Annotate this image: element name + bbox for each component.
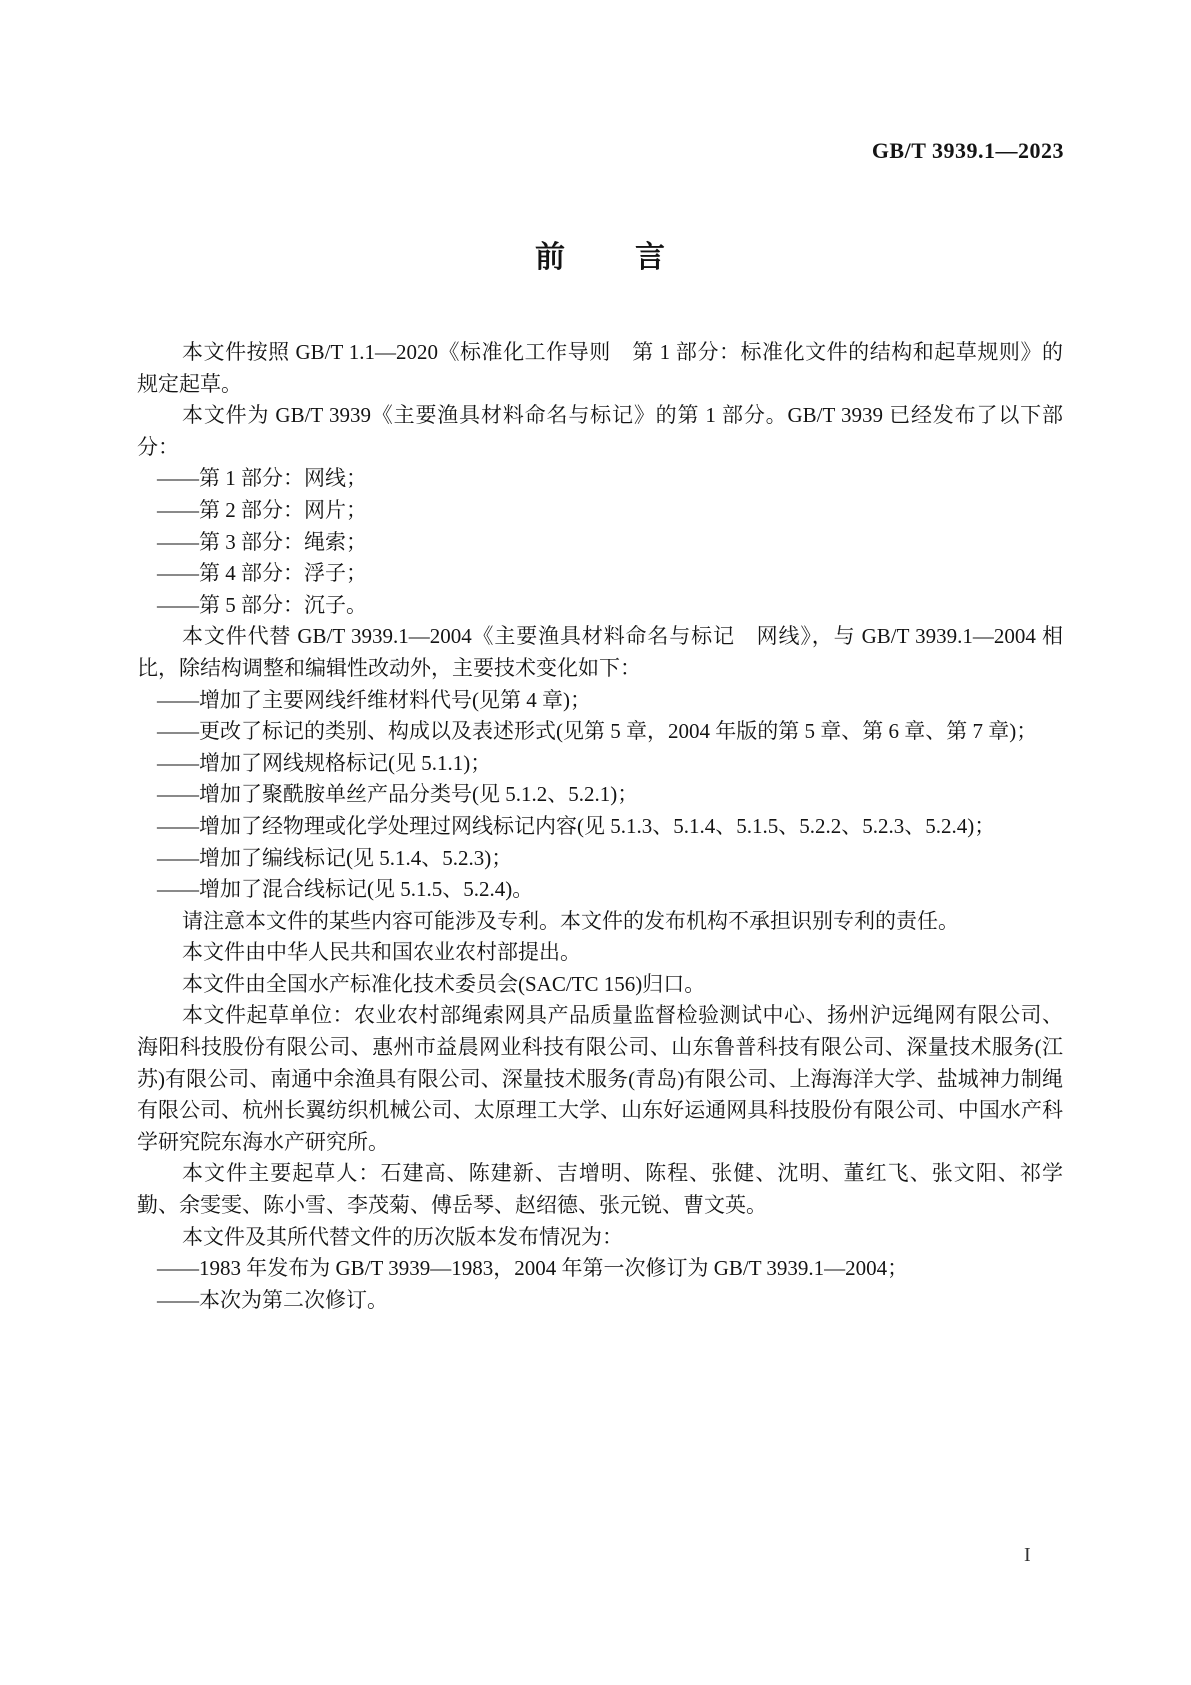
foreword-paragraph: ——第 3 部分：绳索； <box>157 529 367 554</box>
foreword-paragraph: 本文件代替 GB/T 3939.1—2004《主要渔具材料命名与标记 网线》，与 GB/T 3939.1—2004 相比，除结构调整和编辑性改动外，主要技术变化如下： <box>137 624 1063 680</box>
foreword-paragraph: ——本次为第二次修订。 <box>157 1287 388 1312</box>
foreword-paragraph: 本文件起草单位：农业农村部绳索网具产品质量监督检验测试中心、扬州沪远绳网有限公司、海阳科技股份有限公司、惠州市益晨网业科技有限公司、山东鲁普科技有限公司、深量技术服务(江苏)有限公司、南通中余渔具有限公司、深量技术服务(青岛)有限公司、上海海洋大学、盐城神力制绳有限公司、杭州长翼纺织机械公司、太原理工大学、山东好运通网具科技股份有限公司、中国水产科学研究院东海水产研究所。 <box>137 1003 1063 1154</box>
foreword-paragraph: 本文件由全国水产标准化技术委员会(SAC/TC 156)归口。 <box>182 971 706 996</box>
foreword-paragraph: 本文件由中华人民共和国农业农村部提出。 <box>182 940 581 965</box>
foreword-paragraph: ——第 5 部分：沉子。 <box>157 592 367 617</box>
foreword-paragraph: 本文件主要起草人：石建高、陈建新、吉增明、陈程、张健、沈明、董红飞、张文阳、祁学勤、余雯雯、陈小雪、李茂菊、傅岳琴、赵绍德、张元锐、曹文英。 <box>137 1161 1063 1218</box>
foreword-paragraph: ——增加了主要网线纤维材料代号(见第 4 章)； <box>157 687 591 712</box>
foreword-paragraph: ——更改了标记的类别、构成以及表述形式(见第 5 章，2004 年版的第 5 章、第 6 章、第 7 章)； <box>157 719 1038 744</box>
foreword-paragraph: ——第 4 部分：浮子； <box>157 561 367 586</box>
foreword-paragraph: ——第 2 部分：网片； <box>157 497 367 522</box>
foreword-paragraph: ——增加了聚酰胺单丝产品分类号(见 5.1.2、5.2.1)； <box>157 782 639 807</box>
foreword-paragraph: ——第 1 部分：网线； <box>157 466 367 491</box>
foreword-paragraph: ——增加了网线规格标记(见 5.1.1)； <box>157 750 492 775</box>
foreword-paragraph: 本文件为 GB/T 3939《主要渔具材料命名与标记》的第 1 部分。GB/T 3939 已经发布了以下部分： <box>137 403 1063 459</box>
page-number: I <box>1024 1544 1031 1566</box>
standard-number: GB/T 3939.1—2023 <box>871 138 1064 163</box>
foreword-body <box>137 337 1063 1316</box>
foreword-paragraph: ——1983 年发布为 GB/T 3939—1983，2004 年第一次修订为 GB/T 3939.1—2004； <box>157 1256 909 1281</box>
page-title: 前言 <box>535 241 735 274</box>
foreword-paragraph: ——增加了经物理或化学处理过网线标记内容(见 5.1.3、5.1.4、5.1.5、5.2.2、5.2.3、5.2.4)； <box>157 813 996 838</box>
foreword-paragraph: 本文件按照 GB/T 1.1—2020《标准化工作导则 第 1 部分：标准化文件的结构和起草规则》的规定起草。 <box>137 340 1063 396</box>
foreword-paragraph: 请注意本文件的某些内容可能涉及专利。本文件的发布机构不承担识别专利的责任。 <box>182 908 959 933</box>
foreword-paragraph: ——增加了混合线标记(见 5.1.5、5.2.4)。 <box>157 877 534 902</box>
foreword-paragraph: ——增加了编线标记(见 5.1.4、5.2.3)； <box>157 845 513 870</box>
foreword-paragraph: 本文件及其所代替文件的历次版本发布情况为： <box>182 1224 623 1249</box>
